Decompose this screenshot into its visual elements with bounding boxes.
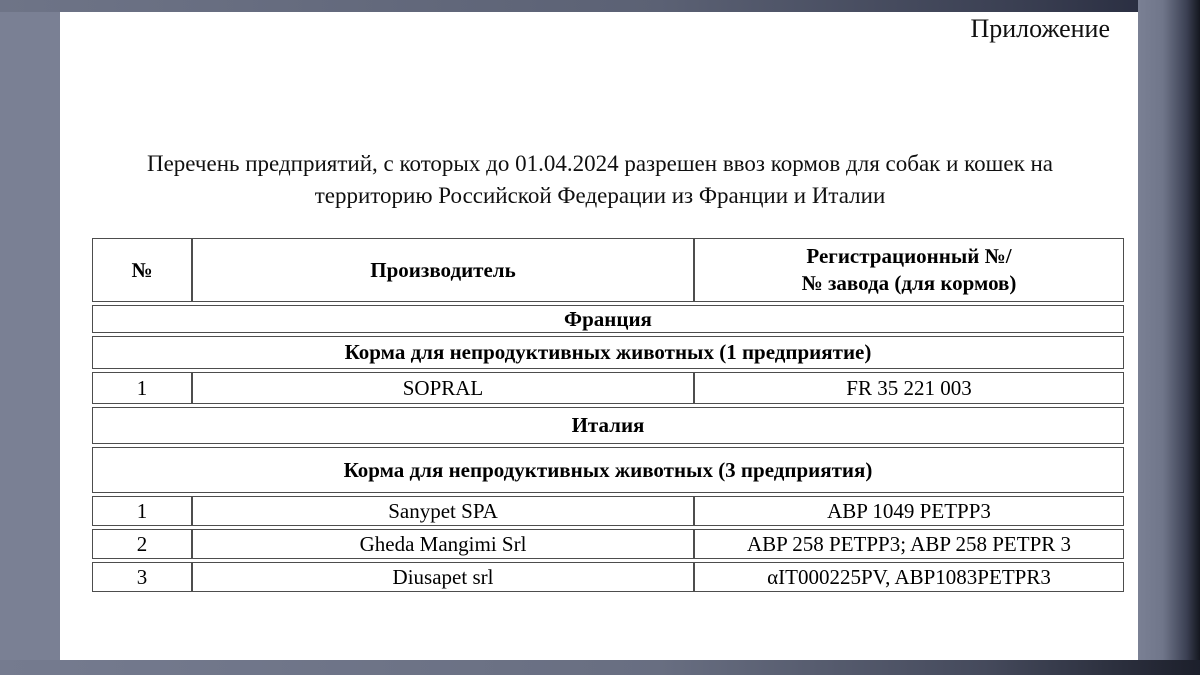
country-row-italy [92, 407, 1124, 444]
cell-registration: αIT000225PV, ABP1083PETPR3 [694, 562, 1124, 592]
cell-registration: ABP 1049 PETPP3 [694, 496, 1124, 526]
cell-manufacturer: SOPRAL [192, 372, 694, 404]
table-row [92, 372, 1124, 404]
country-row-france [92, 305, 1124, 333]
cell-manufacturer: Diusapet srl [192, 562, 694, 592]
cell-num: 3 [92, 562, 192, 592]
cell-manufacturer: Sanypet SPA [192, 496, 694, 526]
cell-manufacturer: Gheda Mangimi Srl [192, 529, 694, 559]
table-row [92, 562, 1124, 592]
header-num: № [92, 238, 192, 302]
document-title: Перечень предприятий, с которых до 01.04.2024 разрешен ввоз кормов для собак и кошек на территорию Российской Федерации из Франции и Италии [146, 151, 1054, 208]
annex-corner-label: Приложение [970, 14, 1110, 43]
header-registration-line2: № завода (для кормов) [801, 271, 1017, 295]
enterprises-table-wrapper [92, 235, 1124, 595]
country-label-italy: Италия [92, 407, 1124, 444]
header-registration [694, 238, 1124, 302]
category-label-france: Корма для непродуктивных животных (1 предприятие) [92, 336, 1124, 369]
cell-num: 1 [92, 372, 192, 404]
header-manufacturer: Производитель [192, 238, 694, 302]
cell-registration: FR 35 221 003 [694, 372, 1124, 404]
table-header-row [92, 238, 1124, 302]
cell-num: 1 [92, 496, 192, 526]
category-row-italy [92, 447, 1124, 493]
enterprises-table [92, 235, 1124, 595]
category-label-italy: Корма для непродуктивных животных (3 предприятия) [92, 447, 1124, 493]
cell-registration: ABP 258 PETPP3; ABP 258 PETPR 3 [694, 529, 1124, 559]
category-row-france [92, 336, 1124, 369]
viewer-top-edge [0, 0, 1200, 12]
table-row [92, 529, 1124, 559]
document-page [60, 12, 1138, 660]
viewer-bottom-edge [0, 660, 1200, 675]
country-label-france: Франция [92, 305, 1124, 333]
table-row [92, 496, 1124, 526]
header-registration-line1: Регистрационный №/ [806, 244, 1012, 268]
cell-num: 2 [92, 529, 192, 559]
viewer-right-edge [1138, 0, 1200, 675]
